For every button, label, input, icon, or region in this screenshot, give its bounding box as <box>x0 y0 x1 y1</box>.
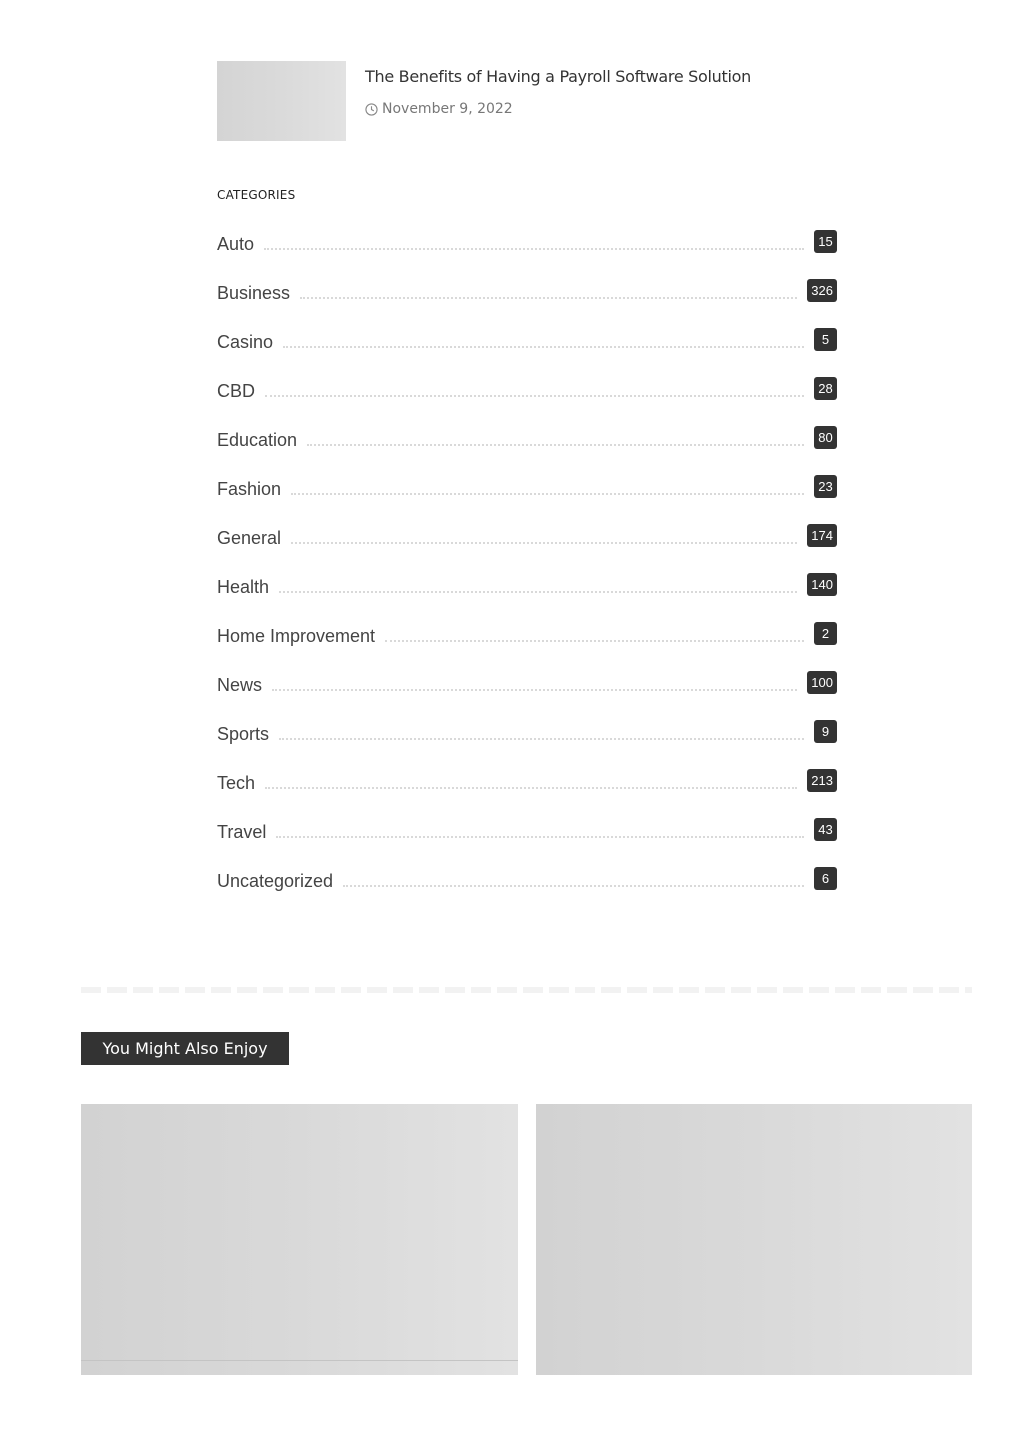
category-link[interactable]: Sports <box>217 724 270 744</box>
dotted-leader <box>279 738 804 740</box>
category-item-tech <box>217 768 837 817</box>
count-badge: 5 <box>814 328 837 351</box>
category-item-education <box>217 425 837 474</box>
category-link[interactable]: Uncategorized <box>217 871 334 891</box>
count-badge: 15 <box>814 230 837 253</box>
dotted-leader <box>279 591 797 593</box>
category-link[interactable]: CBD <box>217 381 256 401</box>
category-item-fashion <box>217 474 837 523</box>
count-badge: 6 <box>814 867 837 890</box>
related-post-card[interactable] <box>536 1104 972 1375</box>
category-link[interactable]: Home Improvement <box>217 626 376 646</box>
category-link[interactable]: Business <box>217 283 291 303</box>
category-link[interactable]: Tech <box>217 773 256 793</box>
dotted-leader <box>265 787 797 789</box>
categories-heading: CATEGORIES <box>217 188 296 202</box>
category-item-news <box>217 670 837 719</box>
dotted-leader <box>283 346 804 348</box>
dotted-leader <box>272 689 797 691</box>
clock-icon <box>365 103 378 116</box>
dotted-leader <box>385 640 804 642</box>
recent-post-item <box>217 61 837 141</box>
post-thumbnail[interactable] <box>217 61 346 141</box>
count-badge: 28 <box>814 377 837 400</box>
count-badge: 2 <box>814 622 837 645</box>
category-item-general <box>217 523 837 572</box>
dotted-leader <box>276 836 804 838</box>
post-date <box>365 101 513 117</box>
related-post-card[interactable] <box>81 1104 518 1375</box>
category-link[interactable]: Casino <box>217 332 274 352</box>
category-link[interactable]: Education <box>217 430 298 450</box>
related-posts-heading: You Might Also Enjoy <box>81 1032 289 1065</box>
post-title-link[interactable]: The Benefits of Having a Payroll Software Solution <box>365 67 751 86</box>
dotted-leader <box>265 395 804 397</box>
category-item-home-improvement <box>217 621 837 670</box>
category-item-casino <box>217 327 837 376</box>
count-badge: 213 <box>807 769 837 792</box>
count-badge: 100 <box>807 671 837 694</box>
category-item-cbd <box>217 376 837 425</box>
category-item-sports <box>217 719 837 768</box>
count-badge: 23 <box>814 475 837 498</box>
dotted-leader <box>300 297 797 299</box>
category-link[interactable]: General <box>217 528 282 548</box>
dotted-leader <box>343 885 804 887</box>
dotted-leader <box>291 542 797 544</box>
section-divider <box>81 987 972 993</box>
category-item-health <box>217 572 837 621</box>
category-link[interactable]: Fashion <box>217 479 282 499</box>
category-link[interactable]: Travel <box>217 822 267 842</box>
categories-list <box>217 229 837 915</box>
category-item-uncategorized <box>217 866 837 915</box>
dotted-leader <box>291 493 804 495</box>
count-badge: 174 <box>807 524 837 547</box>
category-link[interactable]: Auto <box>217 234 255 254</box>
count-badge: 326 <box>807 279 837 302</box>
count-badge: 43 <box>814 818 837 841</box>
card-divider <box>81 1360 518 1361</box>
count-badge: 9 <box>814 720 837 743</box>
count-badge: 80 <box>814 426 837 449</box>
category-item-auto <box>217 229 837 278</box>
dotted-leader <box>307 444 804 446</box>
count-badge: 140 <box>807 573 837 596</box>
post-date-text: November 9, 2022 <box>382 101 513 117</box>
category-link[interactable]: News <box>217 675 263 695</box>
category-item-business <box>217 278 837 327</box>
dotted-leader <box>264 248 804 250</box>
category-item-travel <box>217 817 837 866</box>
category-link[interactable]: Health <box>217 577 270 597</box>
